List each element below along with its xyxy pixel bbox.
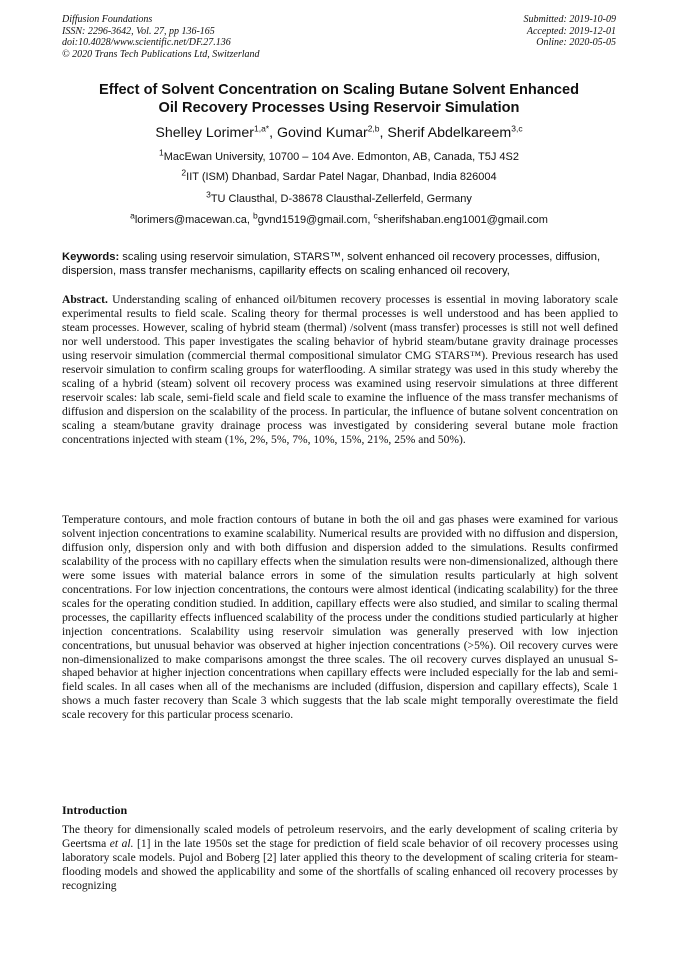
- email-text: lorimers@macewan.ca,: [134, 214, 253, 226]
- author-list: [40, 124, 638, 142]
- author-name: Shelley Lorimer: [155, 125, 254, 141]
- doi-line: doi:10.4028/www.scientific.net/DF.27.136: [62, 37, 231, 48]
- affiliation-1: [40, 147, 638, 164]
- author-affiliation-mark: 2,b: [367, 123, 380, 134]
- affiliation-mark: 3: [206, 189, 211, 200]
- keywords: [62, 250, 618, 279]
- affiliation-text: IIT (ISM) Dhanbad, Sardar Patel Nagar, Dhanbad, India 826004: [186, 171, 497, 183]
- email-text: sherifshaban.eng1001@gmail.com: [377, 214, 548, 226]
- keywords-label: Keywords:: [62, 251, 120, 263]
- online-date: Online: 2020-05-05: [536, 37, 616, 48]
- keywords-text: scaling using reservoir simulation, STARS™, solvent enhanced oil recovery processes, diffusion, dispersion, mass transfer mechanisms, capillarity effects on scaling enhanced oil recovery,: [62, 251, 601, 278]
- journal-name: Diffusion Foundations: [62, 14, 153, 25]
- affiliation-text: MacEwan University, 10700 – 104 Ave. Edmonton, AB, Canada, T5J 4S2: [163, 151, 519, 163]
- abstract-label: Abstract.: [62, 294, 108, 306]
- section-heading-introduction: Introduction: [62, 803, 128, 817]
- affiliation-mark: 2: [181, 167, 187, 178]
- paper-title: [40, 81, 638, 117]
- introduction-text: [1] in the late 1950s set the stage for prediction of field scale behavior of oil recovery processes using laboratory scale models. Pujol and Boberg [2] later applied this theory to the development of scaling criteria for steam-flooding models and showed the applicability and some of the shortfalls of scaling enhanced oil recovery processes by recognizing: [62, 837, 618, 892]
- introduction-paragraph: [62, 824, 618, 894]
- author-affiliation-mark: 1,a*: [253, 123, 270, 134]
- submission-dates: [524, 14, 617, 49]
- author-name: Govind Kumar: [277, 125, 368, 141]
- journal-info: [62, 14, 260, 60]
- abstract-text: Understanding scaling of enhanced oil/bitumen recovery processes is essential in moving laboratory scale experimental results to field scale. Scaling theory for thermal processes is well understood and has been applied to steam processes. However, scaling of hybrid steam (thermal) /solvent (mass transfer) processes is still not well defined nor well understood. This paper investigates the scaling behavior of hybrid steam/butane gravity drainage processes using reservoir simulation (commercial thermal compositional simulator CMG STARS™). Previous research has used reservoir simulation to confirm scaling groups for waterflooding. A similar strategy was used in this study whereby the scaling of a hybrid (steam) solvent oil recovery process was examined using reservoir simulations at three different reservoir scales: lab scale, semi-field scale and field scale to examine the influence of the mass transfer mechanisms of diffusion and dispersion on the scalability of the process. In particular, the influence of butane solvent concentration on scaling a steam/butane gravity drainage process was investigated by considering several butane mole fraction concentrations injected with steam (1%, 2%, 5%, 7%, 10%, 15%, 21%, 25% and 50%).: [62, 294, 618, 446]
- email-mark: a: [130, 210, 135, 221]
- email-text: gvnd1519@gmail.com,: [257, 214, 374, 226]
- author-separator: ,: [269, 125, 277, 141]
- title-line-2: Oil Recovery Processes Using Reservoir Simulation: [158, 100, 520, 116]
- author-name: Sherif Abdelkareem: [387, 125, 512, 141]
- introduction-text: The theory for dimensionally scaled models of petroleum reservoirs, and the early development of scaling criteria by Geertsma: [62, 824, 618, 850]
- abstract-paragraph-1: [62, 294, 618, 447]
- author-affiliation-mark: 3,c: [511, 123, 523, 134]
- issn-line: ISSN: 2296-3642, Vol. 27, pp 136-165: [62, 25, 215, 37]
- author-separator: ,: [379, 125, 388, 141]
- email-list: [40, 210, 638, 227]
- affiliation-text: TU Clausthal, D-38678 Clausthal-Zellerfeld, Germany: [210, 193, 472, 205]
- affiliation-3: [40, 189, 638, 206]
- submitted-date: Submitted: 2019-10-09: [523, 14, 616, 25]
- abstract-paragraph-2: [62, 514, 618, 723]
- email-mark: b: [253, 210, 258, 221]
- copyright-line: © 2020 Trans Tech Publications Ltd, Switzerland: [62, 48, 260, 60]
- title-line-1: Effect of Solvent Concentration on Scaling Butane Solvent Enhanced: [98, 82, 580, 98]
- email-mark: c: [373, 210, 378, 221]
- affiliation-2: [40, 167, 638, 184]
- abstract-text: Temperature contours, and mole fraction contours of butane in both the oil and gas phases were examined for various solvent injection concentrations to examine scalability. Numerical results are provided with no diffusion and dispersion, diffusion only, dispersion only and with both diffusion and dispersion added to the simulations. Results confirmed scalability of the process with no capillary effects when the simulation results were non-dimensionalized, although there were some issues with material balance errors in some of the simulation results particularly at high solvent concentrations. For low injection concentrations, the contours were almost identical (indicating scalability) for the three scales for the operating condition studied. In addition, capillary effects were also studied, and similar to scaling thermal processes, the capillarity effects influenced scalability of the process under the conditions studied particularly at higher injection concentrations. Scalability using reservoir simulation was generally preserved with low injection concentrations, but unusual behavior was observed at higher injection concentrations (>5%). Oil recovery curves were non-dimensionalized to make comparisons amongst the three scales. The oil recovery curves displayed an unusual S-shaped behavior at higher injection concentrations when capillary effects were included especially for the lab and semi-field scales. In all cases when all of the mechanisms are included (diffusion, dispersion and capillary effects), Scale 1 shows a much faster recovery than Scale 3 which suggests that the lab scale might temporally overestimate the field scale recovery for this particular process scenario.: [62, 514, 618, 722]
- affiliation-mark: 1: [158, 147, 164, 158]
- introduction-etal: et al.: [109, 837, 134, 850]
- accepted-date: Accepted: 2019-12-01: [526, 25, 616, 37]
